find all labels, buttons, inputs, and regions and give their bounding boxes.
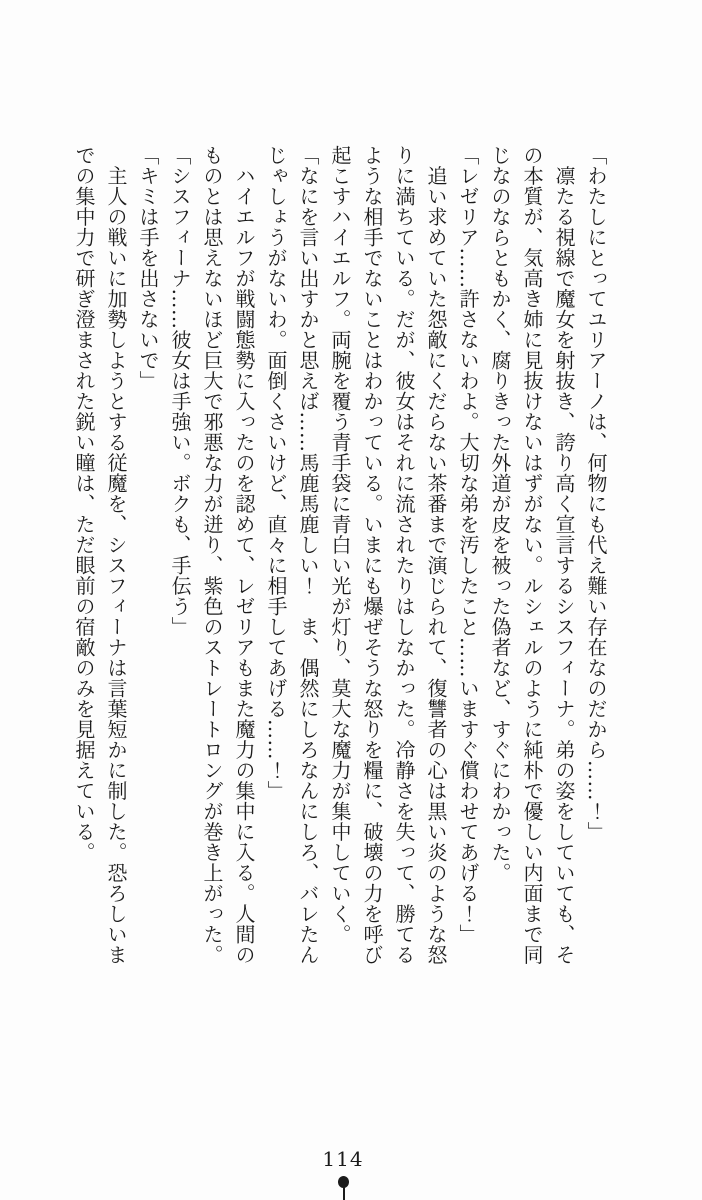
text-line: 「なにを言い出すかと思えば……馬鹿馬鹿しい！ ま、偶然にしろなんにしろ、バレたん	[296, 145, 320, 965]
text-line: の本質が、気高き姉に見抜けないはずがない。ルシェルのように純朴で優しい内面まで同	[520, 145, 544, 965]
text-line: 凛たる視線で魔女を射抜き、誇り高く宣言するシスフィーナ。弟の姿をしていても、そ	[552, 145, 576, 965]
text-line: 「わたしにとってユリアーノは、何物にも代え難い存在なのだから……！」	[584, 145, 608, 842]
text-line: 主人の戦いに加勢しようとする従魔を、シスフィーナは言葉短かに制した。恐ろしいま	[104, 145, 128, 965]
text-line: じなのならともかく、腐りきった外道が皮を被った偽者など、すぐにわかった。	[488, 145, 512, 883]
vertical-text-block	[68, 145, 612, 971]
text-line: ものとは思えないほど巨大で邪悪な力が迸り、紫色のストレートロングが巻き上がった。	[200, 145, 224, 965]
bottom-ornament-line	[343, 1185, 345, 1200]
text-line: 「キミは手を出さないで」	[136, 145, 160, 391]
text-line: 「シスフィーナ……彼女は手強い。ボクも、手伝う」	[168, 145, 192, 637]
text-line: じゃしょうがないわ。面倒くさいけど、直々に相手してあげる……！」	[264, 145, 288, 801]
text-line: での集中力で研ぎ澄まされた鋭い瞳は、ただ眼前の宿敵のみを見据えている。	[72, 145, 96, 863]
text-line: りに満ちている。だが、彼女はそれに流されたりはしなかった。冷静さを失って、勝てる	[392, 145, 416, 965]
text-line: ハイエルフが戦闘態勢に入ったのを認めて、レゼリアもまた魔力の集中に入る。人間の	[232, 145, 256, 965]
text-line: 「レゼリア……許さないわよ。大切な弟を汚したこと……いますぐ償わせてあげる！」	[456, 145, 480, 945]
text-line: ような相手でないことはわかっている。いまにも爆ぜそうな怒りを糧に、破壊の力を呼び	[360, 145, 384, 965]
text-line: 追い求めていた怨敵にくだらない茶番まで演じられて、復讐者の心は黒い炎のような怒	[424, 145, 448, 965]
page-number: 114	[322, 1147, 364, 1171]
text-line: 起こすハイエルフ。両腕を覆う青手袋に青白い光が灯り、莫大な魔力が集中していく。	[328, 145, 352, 945]
